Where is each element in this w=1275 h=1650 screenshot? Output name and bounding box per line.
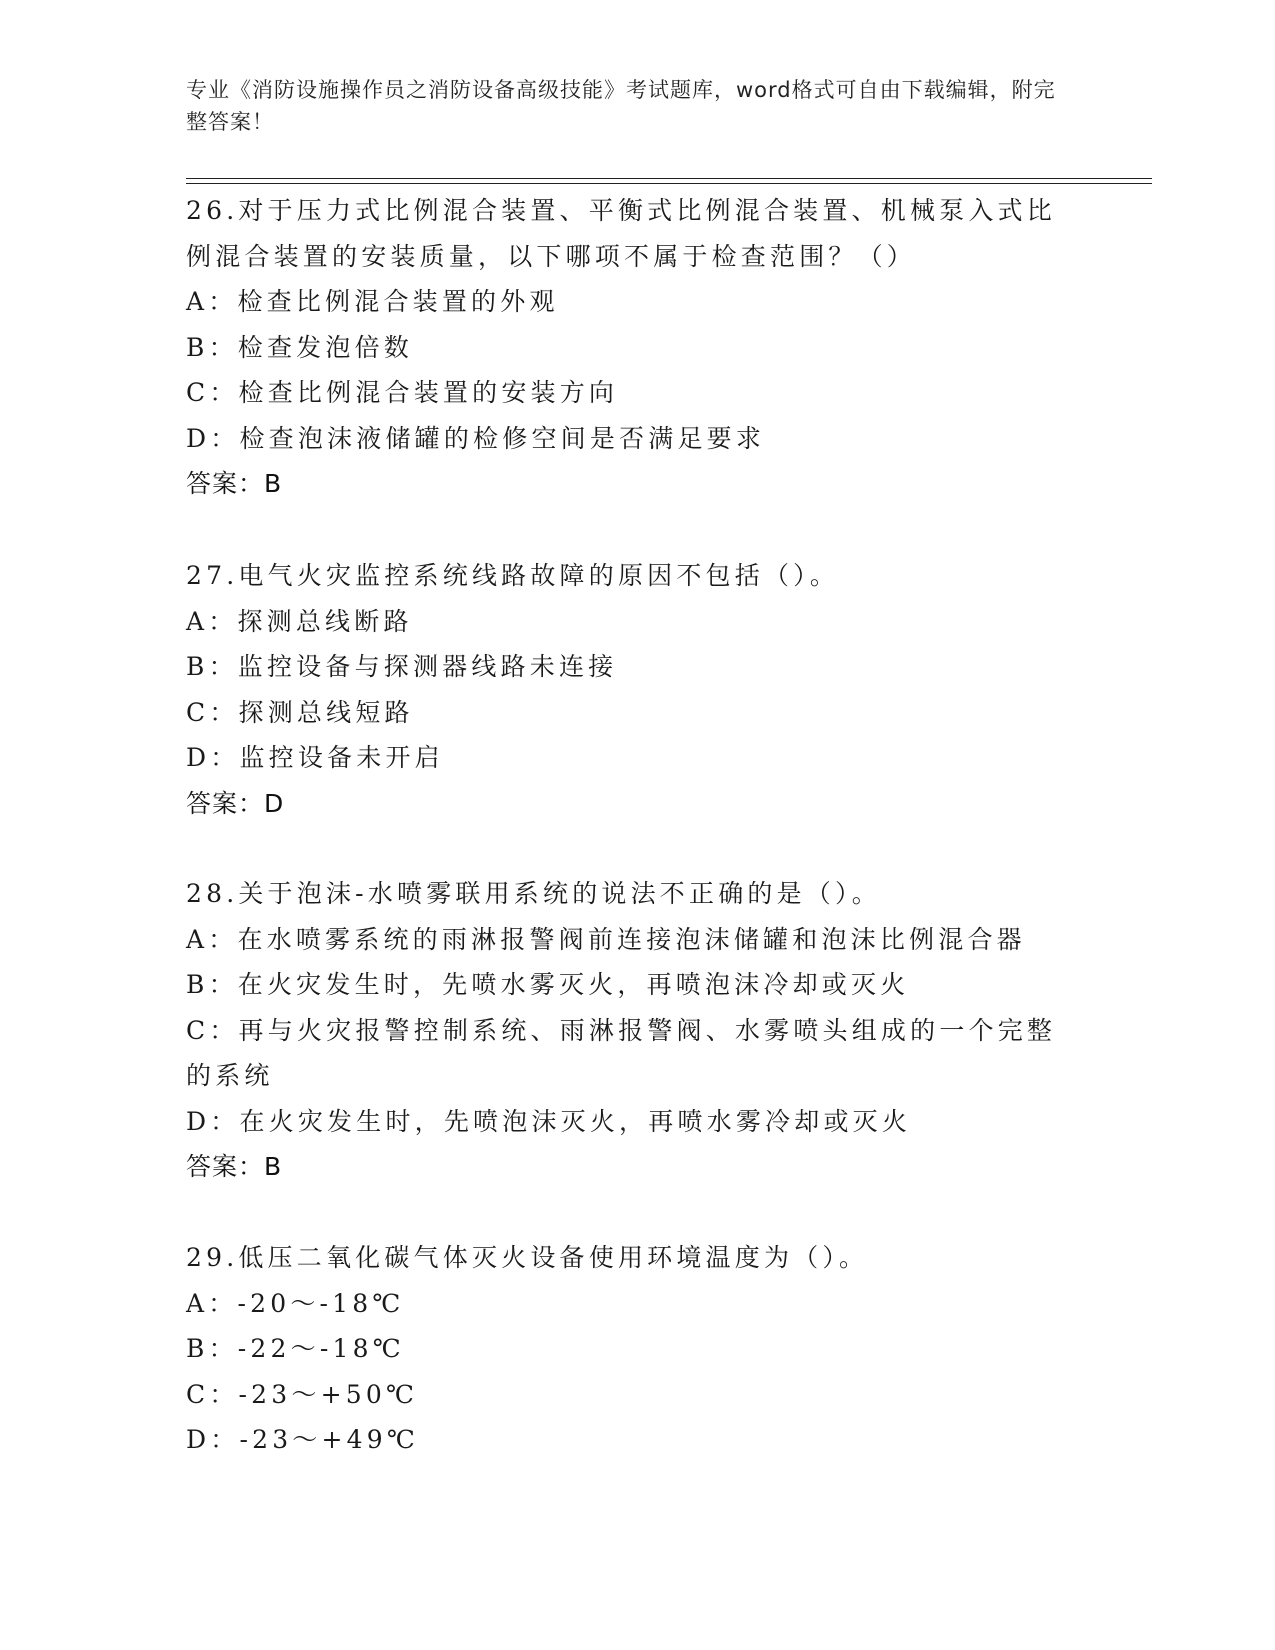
question-stem: 26.对于压力式比例混合装置、平衡式比例混合装置、机械泵入式比例混合装置的安装质量，以下哪项不属于检查范围？（） — [186, 196, 1056, 271]
question-stem: 28.关于泡沫-水喷雾联用系统的说法不正确的是（）。 — [186, 879, 881, 908]
answer-label: 答案：D — [186, 788, 285, 818]
option-b: B：检查发泡倍数 — [186, 332, 413, 362]
header-rule-top — [186, 178, 1152, 179]
question-27 — [186, 553, 1066, 826]
option-c: C：-23～+50℃ — [186, 1379, 419, 1409]
answer-label: 答案：B — [186, 1152, 283, 1181]
question-stem: 29.低压二氧化碳气体灭火设备使用环境温度为（）。 — [186, 1243, 869, 1272]
option-c: C：探测总线短路 — [186, 697, 414, 727]
option-b: B：-22～-18℃ — [186, 1334, 405, 1363]
question-28 — [186, 871, 1066, 1190]
document-header: 专业《消防设施操作员之消防设备高级技能》考试题库，word格式可自由下载编辑，附完整答案！ — [186, 78, 1056, 134]
option-d: D：-23～+49℃ — [186, 1425, 420, 1454]
question-26 — [186, 188, 1066, 507]
option-b: B：在火灾发生时，先喷水雾灭火，再喷泡沫冷却或灭火 — [186, 970, 910, 999]
option-a: A：探测总线断路 — [186, 606, 413, 636]
question-29 — [186, 1235, 1066, 1463]
option-a: A：检查比例混合装置的外观 — [186, 287, 559, 316]
option-c: C：检查比例混合装置的安装方向 — [186, 378, 619, 407]
answer-label: 答案：B — [186, 469, 283, 498]
question-stem: 27.电气火灾监控系统线路故障的原因不包括（）。 — [186, 561, 840, 590]
option-a: A：在水喷雾系统的雨淋报警阀前连接泡沫储罐和泡沫比例混合器 — [186, 924, 1026, 954]
header-rule-bottom — [186, 183, 1152, 184]
option-d: D：检查泡沫液储罐的检修空间是否满足要求 — [186, 423, 766, 453]
option-d: D：监控设备未开启 — [186, 743, 444, 772]
option-c: C：再与火灾报警控制系统、雨淋报警阀、水雾喷头组成的一个完整的系统 — [186, 1015, 1057, 1090]
option-b: B：监控设备与探测器线路未连接 — [186, 652, 618, 681]
option-d: D：在火灾发生时，先喷泡沫灭火，再喷水雾冷却或灭火 — [186, 1106, 912, 1136]
option-a: A：-20～-18℃ — [186, 1288, 405, 1318]
